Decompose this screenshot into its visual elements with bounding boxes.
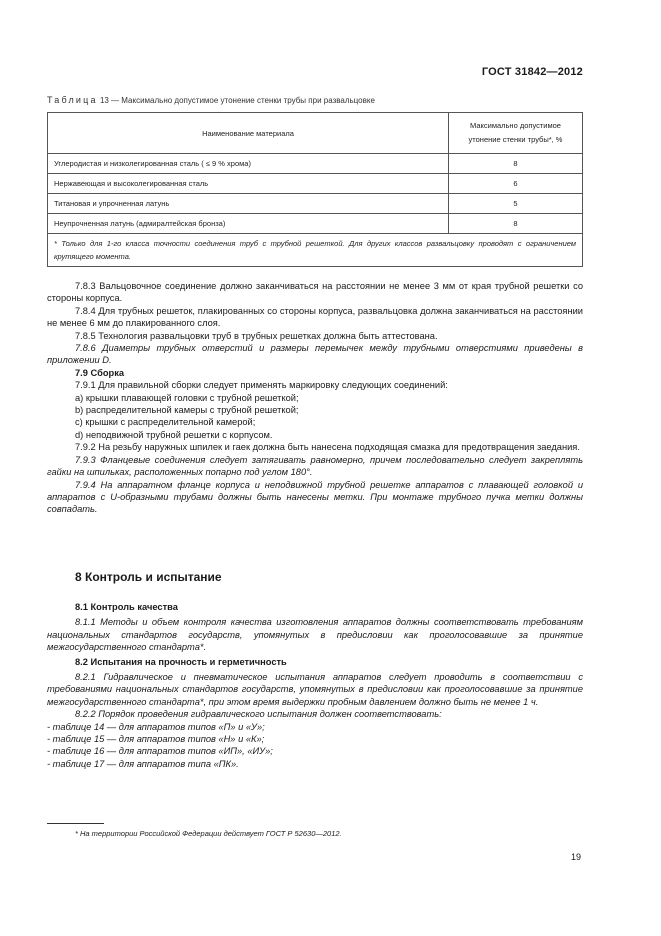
- paragraph-7-8-3: 7.8.3 Вальцовочное соединение должно заканчиваться на расстоянии не менее 3 мм от края трубной решетки со стороны корпуса.: [47, 281, 583, 304]
- document-header: ГОСТ 31842—2012: [481, 66, 583, 78]
- table-caption-text: 13 — Максимально допустимое утонение стенки трубы при развальцовке: [99, 96, 375, 105]
- table-caption-word: Таблица: [47, 95, 98, 105]
- table-header-thinning-line2: утонение стенки трубы*, %: [468, 135, 563, 144]
- section-8-text: [47, 601, 583, 770]
- table-cell-value: 6: [449, 174, 583, 194]
- table-row: [48, 174, 583, 194]
- list-item: a) крышки плавающей головки с трубной решеткой;: [75, 392, 299, 403]
- heading-7-9: 7.9 Сборка: [75, 367, 125, 378]
- table-header-thinning: [449, 113, 583, 154]
- table-row: [48, 214, 583, 234]
- heading-8-1: 8.1 Контроль качества: [75, 602, 178, 612]
- heading-8-2: 8.2 Испытания на прочность и герметичность: [75, 656, 287, 667]
- list-item: - таблице 17 — для аппаратов типа «ПК».: [47, 758, 239, 769]
- table-cell-material: Углеродистая и низколегированная сталь ( ≤ 9 % хрома): [48, 154, 449, 174]
- heading-section-8: 8 Контроль и испытание: [75, 570, 222, 584]
- table-cell-material: Титановая и упрочненная латунь: [48, 194, 449, 214]
- table-row: [48, 154, 583, 174]
- table-header-thinning-line1: Максимально допустимое: [470, 121, 561, 130]
- table-row: [48, 194, 583, 214]
- thinning-table: [47, 112, 583, 267]
- table-cell-material: Неупрочненная латунь (адмиралтейская бронза): [48, 214, 449, 234]
- paragraph-7-9-4: 7.9.4 На аппаратном фланце корпуса и неподвижной трубной решетке аппаратов с плавающей головкой и аппаратов с U-образными трубами должны быть нанесены метки. При монтаже трубного пучка метки должны совпадать.: [47, 479, 583, 515]
- paragraph-8-2-1: 8.2.1 Гидравлическое и пневматическое испытания аппаратов следует проводить в соответствии с требованиями национальных стандартов государств, упомянутых в предисловии как проголосовавшие за принятие межгосударственного стандарта*, при этом время выдержки пробным давлением должно быть не менее 1 ч.: [47, 672, 583, 707]
- table-caption: [47, 95, 375, 105]
- table-note-row: [48, 234, 583, 267]
- list-item: - таблице 15 — для аппаратов типов «Н» и «К»;: [47, 734, 265, 745]
- list-item: - таблице 14 — для аппаратов типов «П» и «У»;: [47, 721, 265, 732]
- paragraph-7-9-2: 7.9.2 На резьбу наружных шпилек и гаек должна быть нанесена подходящая смазка для предотвращения заедания.: [75, 442, 580, 453]
- table-cell-value: 8: [449, 214, 583, 234]
- table-cell-value: 8: [449, 154, 583, 174]
- paragraph-8-2-2: 8.2.2 Порядок проведения гидравлического испытания должен соответствовать:: [75, 709, 442, 720]
- list-item: c) крышки с распределительной камерой;: [75, 417, 256, 428]
- list-item: d) неподвижной трубной решетки с корпусом.: [75, 429, 273, 440]
- table-cell-value: 5: [449, 194, 583, 214]
- paragraph-7-8-6: 7.8.6 Диаметры трубных отверстий и размеры перемычек между трубными отверстиями приведены в приложении D.: [47, 343, 583, 366]
- paragraph-8-1-1: 8.1.1 Методы и объем контроля качества изготовления аппаратов должны соответствовать требованиям национальных стандартов государств, упомянутых в предисловии как проголосовавшие за принятие межгосударственного стандарта*.: [47, 617, 583, 653]
- paragraph-7-9-3: 7.9.3 Фланцевые соединения следует затягивать равномерно, причем последовательно следует закреплять гайки на шпильках, расположенных попарно под углом 180°.: [47, 454, 583, 478]
- footnote-divider: [47, 823, 104, 824]
- list-item: b) распределительной камеры с трубной решеткой;: [75, 405, 299, 416]
- page-number: 19: [570, 852, 581, 862]
- footnote: * На территории Российской Федерации действует ГОСТ Р 52630—2012.: [75, 829, 342, 838]
- paragraph-7-9-1: 7.9.1 Для правильной сборки следует применять маркировку следующих соединений:: [75, 380, 448, 391]
- table-note: * Только для 1-го класса точности соединения труб с трубной решеткой. Для других классов развальцовку проводят с ограничением крутящего момента.: [48, 234, 583, 267]
- section-7-8-text: [47, 280, 583, 516]
- table-header-material: Наименование материала: [48, 113, 449, 154]
- paragraph-7-8-4: 7.8.4 Для трубных решеток, плакированных со стороны корпуса, развальцовка должна заканчиваться на расстоянии не менее 6 мм до плакированного слоя.: [47, 305, 583, 329]
- table-cell-material: Нержавеющая и высоколегированная сталь: [48, 174, 449, 194]
- paragraph-7-8-5: 7.8.5 Технология развальцовки труб в трубных решетках должна быть аттестована.: [75, 330, 438, 341]
- list-item: - таблице 16 — для аппаратов типов «ИП», «ИУ»;: [47, 746, 273, 757]
